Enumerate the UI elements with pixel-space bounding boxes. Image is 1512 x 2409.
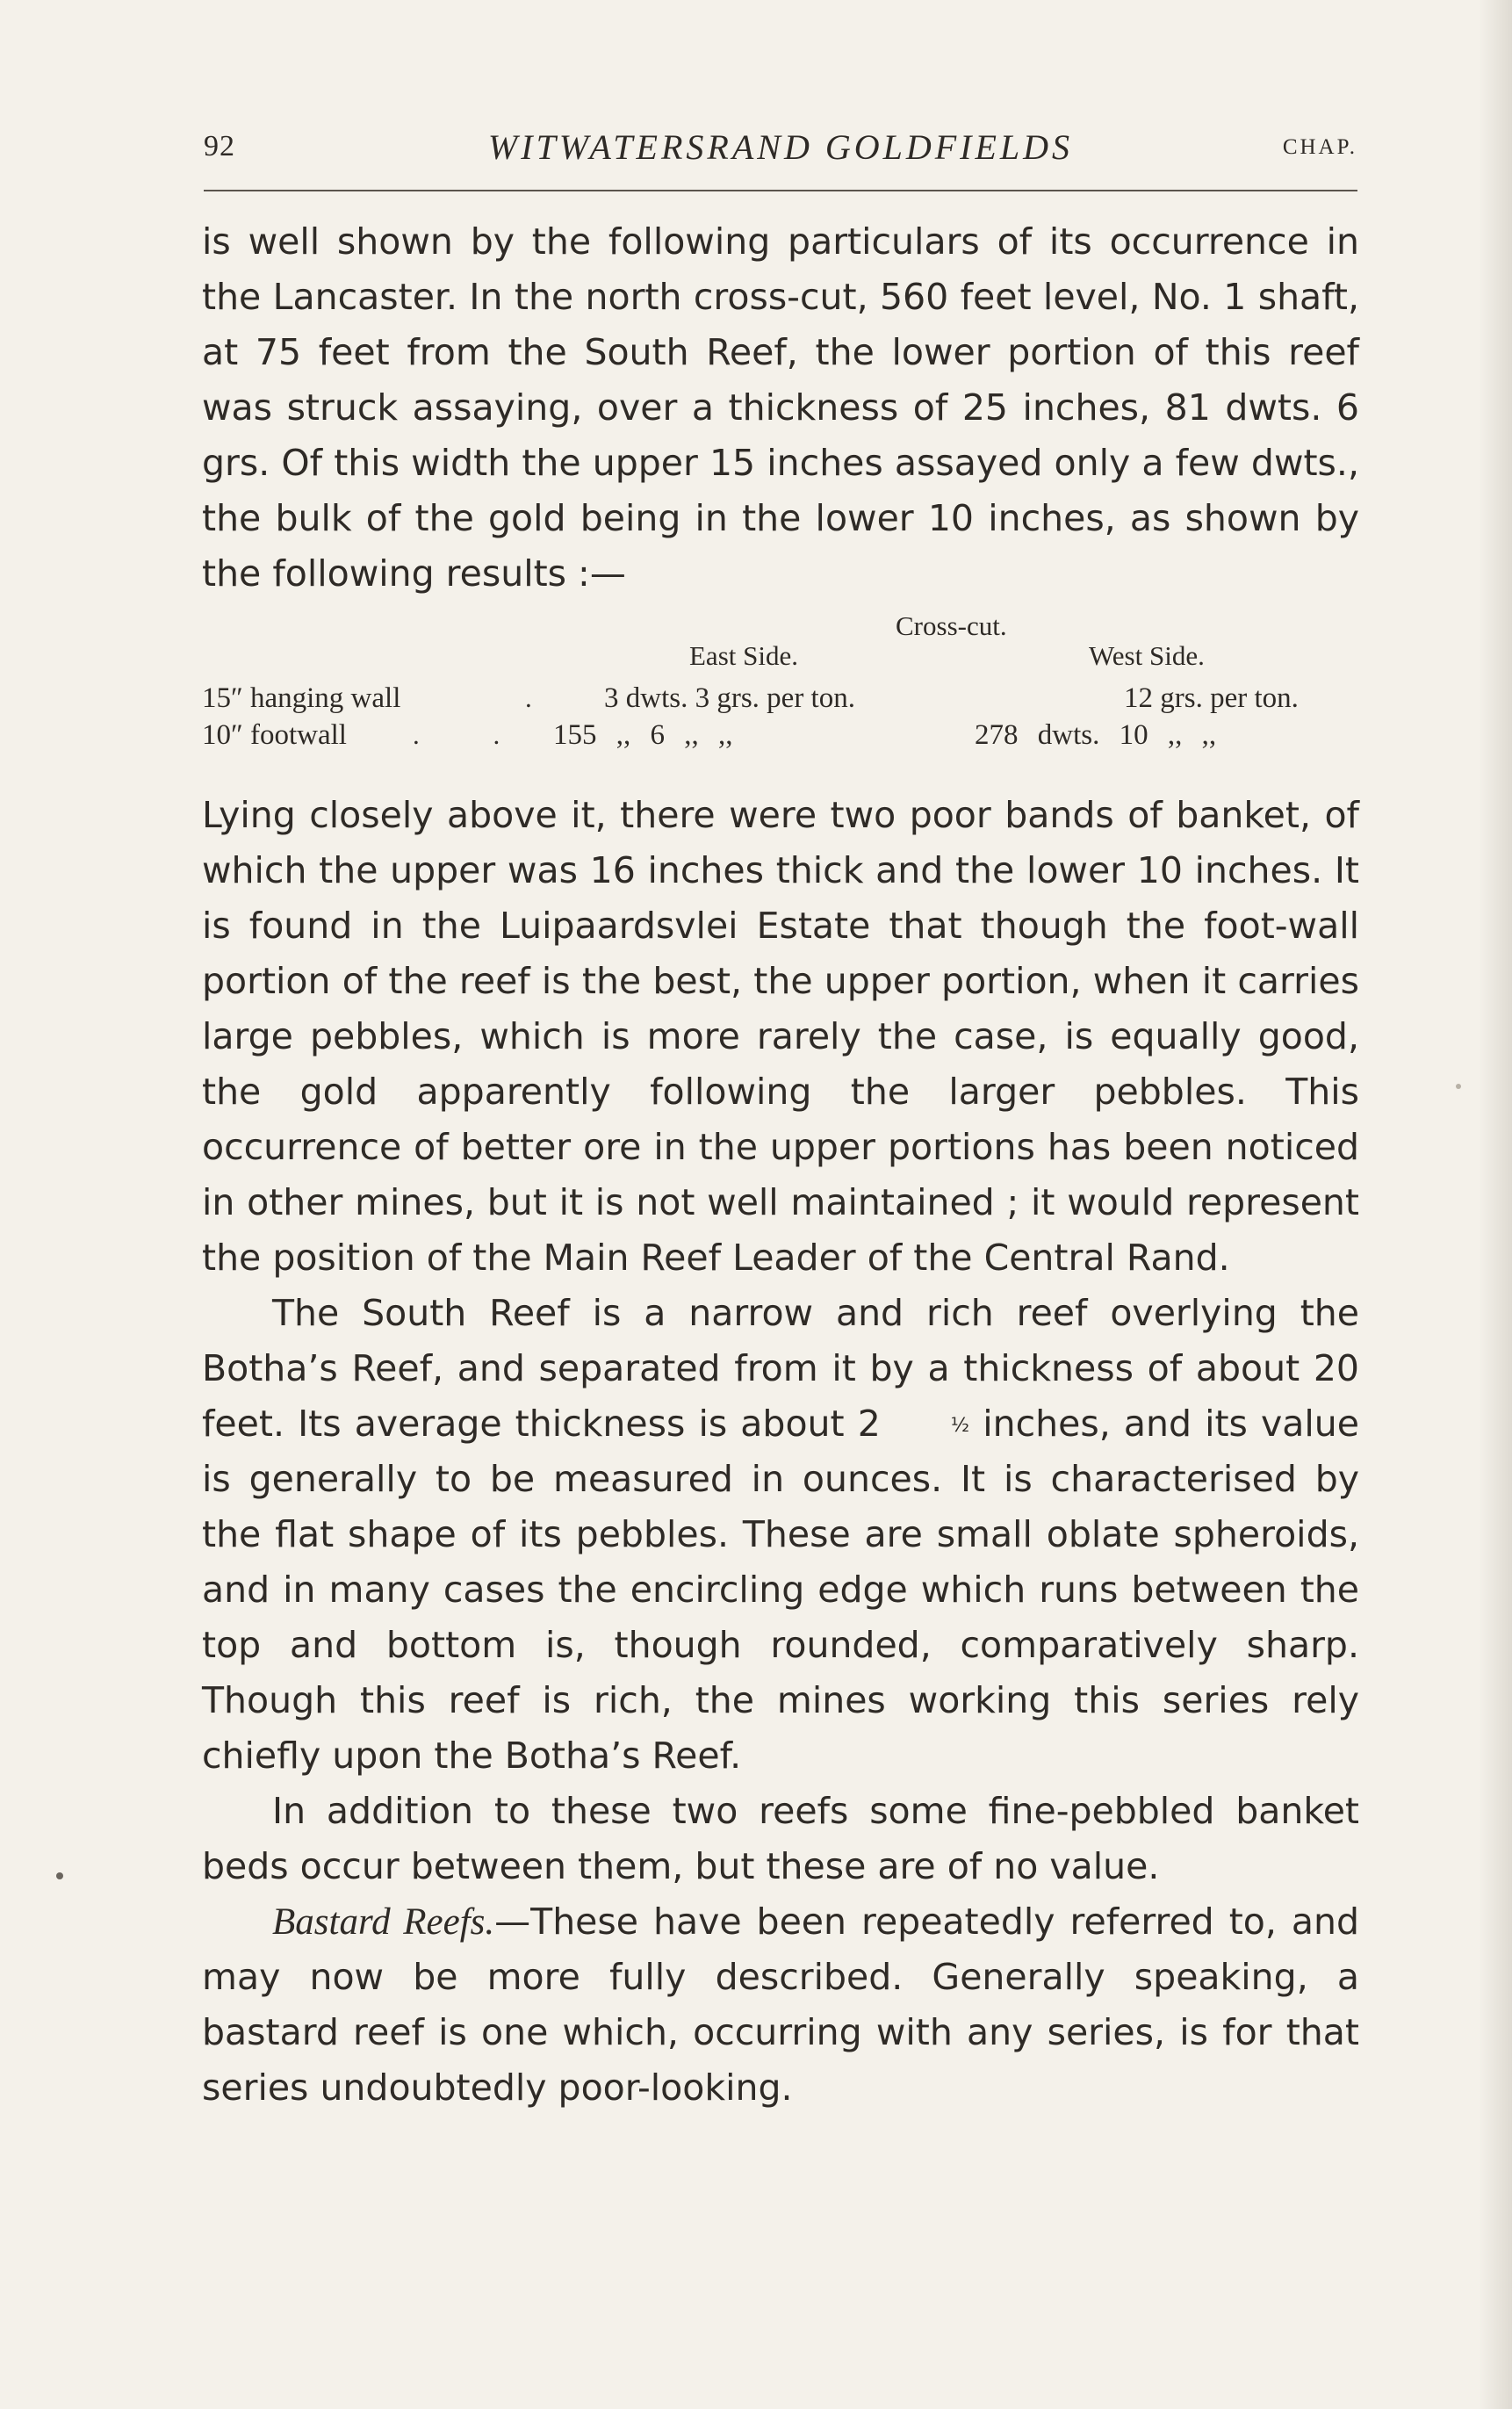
assay-table xyxy=(202,610,1359,758)
cell-hanging-wall-west: 12 grs. per ton. xyxy=(1124,682,1299,714)
row-leader: . xyxy=(525,682,532,713)
paragraph-2: Lying closely above it, there were two poor bands of banket, of which the upper was 16 inches thick and the lower 10 inches. It is found in the Luipaardsvlei Estate that though the foot-wall portion of the reef is the best, the upper portion, when it carries large pebbles, which is more rarely the case, is equally good, the gold apparently following the larger pebbles. This occurrence of better ore in the upper portions has been noticed in other mines, but it is not well maintained ; it would represent the position of the Main Reef Leader of the Central Rand. xyxy=(202,794,1359,1279)
row-label-footwall: 10″ footwall xyxy=(202,719,347,751)
row-leader: . . xyxy=(413,719,534,750)
page-edge-shadow xyxy=(1479,0,1512,2409)
paragraph-3-text-after: inches, and its value is generally to be measured in ounces. It is characterised by the flat shape of its pebbles. These are small oblate spheroids, and in many cases the encircling edge which runs between the top and bottom is, though rounded, comparatively sharp. Though this reef is rich, the mines working this series rely chiefly upon the Botha’s Reef. xyxy=(202,1403,1359,1777)
ink-speck xyxy=(56,1872,63,1879)
paragraph-3 xyxy=(202,1286,1359,1784)
table-caption: Cross-cut. xyxy=(896,610,1007,641)
ink-speck xyxy=(1456,1084,1461,1089)
running-head xyxy=(204,123,1357,176)
header-rule xyxy=(204,190,1357,191)
column-header-west: West Side. xyxy=(1089,640,1205,671)
paragraph-1: is well shown by the following particulars of its occurrence in the Lancaster. In the north cross-cut, 560 feet level, No. 1 shaft, at 75 feet from the South Reef, the lower portion of this reef was struck assaying, over a thickness of 25 inches, 81 dwts. 6 grs. Of this width the upper 15 inches assayed only a few dwts., the bulk of the gold being in the lower 10 inches, as shown by the following results :— xyxy=(202,220,1359,595)
running-title: WITWATERSRAND GOLDFIELDS xyxy=(487,127,1074,167)
paragraph-5-text: —These have been repeatedly referred to, and may now be more fully described. Generally speaking, a bastard reef is one which, occurring with any series, is for that series undoubtedly poor-looking. xyxy=(202,1901,1359,2109)
chapter-label: CHAP. xyxy=(1282,135,1357,159)
paragraph-4: In addition to these two reefs some fine-pebbled banket beds occur between them, but these are of no value. xyxy=(202,1790,1359,1887)
paragraph-5 xyxy=(202,1894,1359,2116)
column-header-east: East Side. xyxy=(689,640,798,671)
cell-footwall-east: 155 ,, 6 ,, ,, xyxy=(553,719,733,751)
page-number: 92 xyxy=(204,130,235,162)
cell-hanging-wall-east: 3 dwts. 3 grs. per ton. xyxy=(604,682,855,714)
row-label-hanging-wall: 15″ hanging wall xyxy=(202,682,401,714)
section-heading-bastard-reefs: Bastard Reefs. xyxy=(272,1901,495,1943)
fraction-one-half: ½ xyxy=(950,1415,970,1437)
paragraph-3-text-before: The South Reef is a narrow and rich reef overlying the Botha’s Reef, and separated from it by a thickness of about 20 feet. Its average thickness is about 2 xyxy=(202,1292,1359,1445)
body-text xyxy=(202,214,1359,2116)
cell-footwall-west: 278 dwts. 10 ,, ,, xyxy=(975,719,1217,751)
